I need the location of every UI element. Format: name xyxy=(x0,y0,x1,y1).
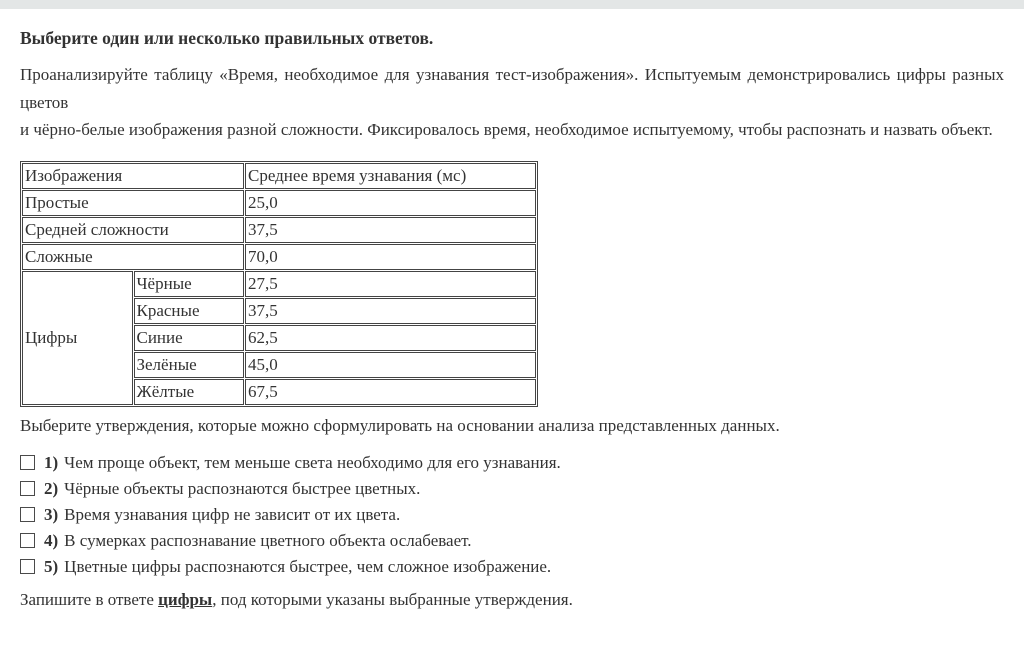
intro-paragraph-1: Проанализируйте таблицу «Время, необходимое для узнавания тест-изображения». Испытуемым демонстрировались цифры разных цветов xyxy=(20,65,1004,112)
option-row-2[interactable] xyxy=(20,476,1004,502)
row-value: 25,0 xyxy=(245,190,536,216)
row-value: 27,5 xyxy=(245,271,536,297)
row-label: Красные xyxy=(134,298,245,324)
option-1-checkbox[interactable] xyxy=(20,455,35,470)
option-5-checkbox[interactable] xyxy=(20,559,35,574)
question-heading: Выберите один или несколько правильных ответов. xyxy=(20,28,434,48)
answer-note-suffix: , под которыми указаны выбранные утверждения. xyxy=(212,589,573,609)
table-row xyxy=(22,217,536,243)
option-2-checkbox[interactable] xyxy=(20,481,35,496)
option-number: 1) xyxy=(44,452,59,472)
table-header-row xyxy=(22,163,536,189)
option-text: Чем проще объект, тем меньше света необходимо для его узнавания. xyxy=(64,452,561,472)
option-row-1[interactable] xyxy=(20,450,1004,476)
answer-note-emphasis: цифры xyxy=(158,589,213,609)
row-label: Зелёные xyxy=(134,352,245,378)
group-label-digits: Цифры xyxy=(22,271,133,405)
option-number: 2) xyxy=(44,478,59,498)
table-row xyxy=(22,190,536,216)
option-row-3[interactable] xyxy=(20,502,1004,528)
option-3-checkbox[interactable] xyxy=(20,507,35,522)
option-text: Цветные цифры распознаются быстрее, чем сложное изображение. xyxy=(64,556,552,576)
row-value: 67,5 xyxy=(245,379,536,405)
question-content xyxy=(0,28,1024,613)
row-label: Синие xyxy=(134,325,245,351)
row-label: Сложные xyxy=(22,244,244,270)
option-number: 4) xyxy=(44,530,59,550)
row-value: 37,5 xyxy=(245,217,536,243)
option-text: Время узнавания цифр не зависит от их цвета. xyxy=(64,504,401,524)
top-divider-bar xyxy=(0,0,1024,9)
option-text: Чёрные объекты распознаются быстрее цветных. xyxy=(64,478,421,498)
row-value: 37,5 xyxy=(245,298,536,324)
answer-note-prefix: Запишите в ответе xyxy=(20,589,159,609)
row-value: 45,0 xyxy=(245,352,536,378)
table-header-images: Изображения xyxy=(22,163,244,189)
row-label: Жёлтые xyxy=(134,379,245,405)
table-row xyxy=(22,271,536,297)
option-number: 3) xyxy=(44,504,59,524)
option-text: В сумерках распознавание цветного объекта ослабевает. xyxy=(64,530,472,550)
instruction-text: Выберите утверждения, которые можно сформулировать на основании анализа представленных данных. xyxy=(20,415,780,435)
row-value: 62,5 xyxy=(245,325,536,351)
row-value: 70,0 xyxy=(245,244,536,270)
table-row xyxy=(22,244,536,270)
row-label: Простые xyxy=(22,190,244,216)
answer-note xyxy=(20,586,1004,613)
table-header-time: Среднее время узнавания (мс) xyxy=(245,163,536,189)
recognition-time-table xyxy=(20,161,538,407)
option-row-4[interactable] xyxy=(20,528,1004,554)
row-label: Средней сложности xyxy=(22,217,244,243)
option-row-5[interactable] xyxy=(20,554,1004,580)
options-list xyxy=(20,450,1004,580)
intro-paragraph-2: и чёрно-белые изображения разной сложности. Фиксировалось время, необходимое испытуемому, чтобы распознать и назвать объект. xyxy=(20,120,993,139)
option-number: 5) xyxy=(44,556,59,576)
option-4-checkbox[interactable] xyxy=(20,533,35,548)
row-label: Чёрные xyxy=(134,271,245,297)
